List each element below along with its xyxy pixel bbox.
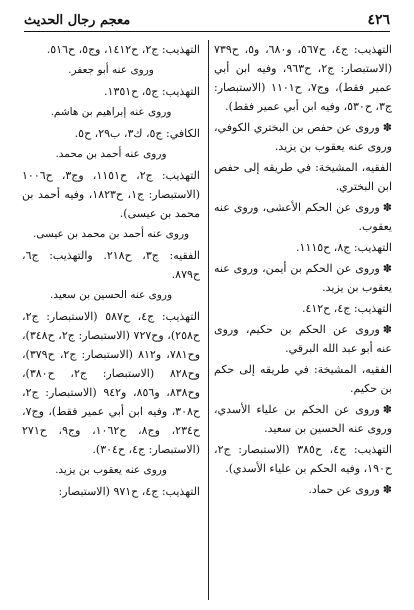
- paragraph: [214, 299, 392, 318]
- paragraph-text: التهذيب: ج٢، ح١١٥١، وج٣، ح١٠٠٦ (الاستبصار: ج١، ح١٨٢٣، وفيه أحمد بن محمد بن عيسى).: [22, 169, 200, 220]
- paragraph-text: الفقيه: ج٣، ح٢١٨. والتهذيب: ج٦، ح٨٧٩.: [22, 249, 200, 281]
- paragraph-text: وروى عنه الحسين بن سعيد.: [49, 289, 173, 301]
- paragraph-text: التهذيب: ج٨، ح١١١٥.: [296, 241, 392, 254]
- paragraph: [214, 40, 392, 116]
- paragraph: [22, 61, 200, 80]
- paragraph-text: التهذيب: ج٢، ح١٤١٢، وج٥، ح٥١٦.: [46, 43, 200, 56]
- paragraph-text: وروى عنه أحمد بن محمد.: [55, 148, 167, 160]
- paragraph-text: وروى عن الحكم بن حكيم، وروى عنه أبو عبد الله البرقي.: [214, 323, 392, 355]
- paragraph: [22, 103, 200, 122]
- page-number: ٤٢٦: [367, 12, 390, 28]
- paragraph: [22, 307, 200, 459]
- right-column: [214, 40, 392, 605]
- paragraph-text: الفقيه، المشيخة: في طريقه إلى حفص ابن البختري.: [214, 161, 392, 193]
- paragraph: [214, 360, 392, 398]
- paragraph: [22, 246, 200, 284]
- paragraph: [22, 124, 200, 143]
- paragraph-text: التهذيب: ج٤، ح٣٨٥ (الاستبصار: ج٢، ح١٩٠، وفيه الحكم بن علياء الأسدي).: [214, 443, 392, 475]
- paragraph-text: التهذيب: ج٤، ح٩٧١ (الاستبصار:: [58, 485, 200, 498]
- paragraph: [214, 198, 392, 236]
- asterisk-icon: ✽: [382, 262, 392, 275]
- left-column: [22, 40, 200, 605]
- paragraph-text: الفقيه، المشيخة: في طريقه إلى حكم بن حكيم.: [214, 363, 392, 395]
- paragraph: [214, 118, 392, 156]
- header-rule: [24, 31, 390, 32]
- paragraph: [214, 238, 392, 257]
- asterisk-icon: ✽: [382, 121, 392, 134]
- page-header: [24, 10, 390, 30]
- paragraph-text: وروى عن حفص بن البختري الكوفي، وروى عنه يعقوب بن يزيد.: [214, 121, 392, 153]
- column-divider: [208, 40, 209, 600]
- paragraph-text: التهذيب: ج٤، ح٥٦٧، و٦٨٠، و٥، ح٧٣٩ (الاستبصار: ج٢، ح٩٦٣، وفيه ابن أبي عمير فقط)، وج٧، ح١١٠١ (الاستبصار: ج٣، ح٥٣٠، وفيه ابن أبي عمير فقط).: [214, 43, 392, 113]
- asterisk-icon: ✽: [382, 483, 392, 496]
- paragraph-text: وروى عنه يعقوب بن يزيد.: [55, 464, 167, 476]
- paragraph: [22, 461, 200, 480]
- paragraph-text: التهذيب: ج٥، ح١٣٥١.: [104, 85, 200, 98]
- paragraph: [214, 440, 392, 478]
- paragraph: [214, 259, 392, 297]
- paragraph: [214, 158, 392, 196]
- paragraph: [214, 320, 392, 358]
- paragraph: [22, 286, 200, 305]
- paragraph: [22, 145, 200, 164]
- asterisk-icon: ✽: [382, 403, 392, 416]
- paragraph-text: وروى عنه إبراهيم بن هاشم.: [50, 106, 172, 118]
- paragraph-text: وروى عن الحكم بن علياء الأسدي، وروى عنه الحسين بن سعيد.: [214, 403, 392, 435]
- paragraph: [22, 166, 200, 223]
- paragraph: [22, 482, 200, 501]
- paragraph: [22, 40, 200, 59]
- paragraph-text: التهذيب: ج٤، ح٥٨٧ (الاستبصار: ج٢، ح٢٥٨)، وح٧٢٧ (الاستبصار: ج٢، ح٣٤٨)، وح٧٨١، و٨١٢ (الاستبصار: ج٢، ح٣٧٩)، وح٨٢٨ (الاستبصار: ج٢، ح٣٨٠)، وح٨٣٨، و٨٥٦، و٩٤٢ (الاستبصار: ج٢، ح٣٠٨، وفيه ابن أبي عمير فقط)، وج٧، ح٢٣٤، وج٨، ح١٠٦٢، وج٩، ح٢٧١ (الاستبصار: ج٤، ح٣٠٤).: [22, 310, 200, 456]
- book-title: معجم رجال الحديث: [24, 12, 131, 28]
- paragraph-text: وروى عنه أبو جعفر.: [68, 64, 154, 76]
- paragraph-text: وروى عن الحكم الأعشى، وروى عنه يعقوب.: [214, 201, 392, 233]
- paragraph: [214, 400, 392, 438]
- paragraph-text: الكافي: ج٥، ك٣، ب٢٩، ح٥.: [74, 127, 200, 140]
- paragraph-text: وروى عن حماد.: [308, 483, 380, 496]
- paragraph: [214, 480, 392, 499]
- asterisk-icon: ✽: [382, 323, 392, 336]
- paragraph: [22, 225, 200, 244]
- paragraph: [22, 82, 200, 101]
- paragraph-text: وروى عنه أحمد بن محمد بن عيسى.: [32, 228, 190, 240]
- paragraph-text: وروى عن الحكم بن أيمن، وروى عنه يعقوب بن يزيد.: [214, 262, 392, 294]
- asterisk-icon: ✽: [382, 201, 392, 214]
- paragraph-text: التهذيب: ج٤، ح٤١٢.: [301, 302, 392, 315]
